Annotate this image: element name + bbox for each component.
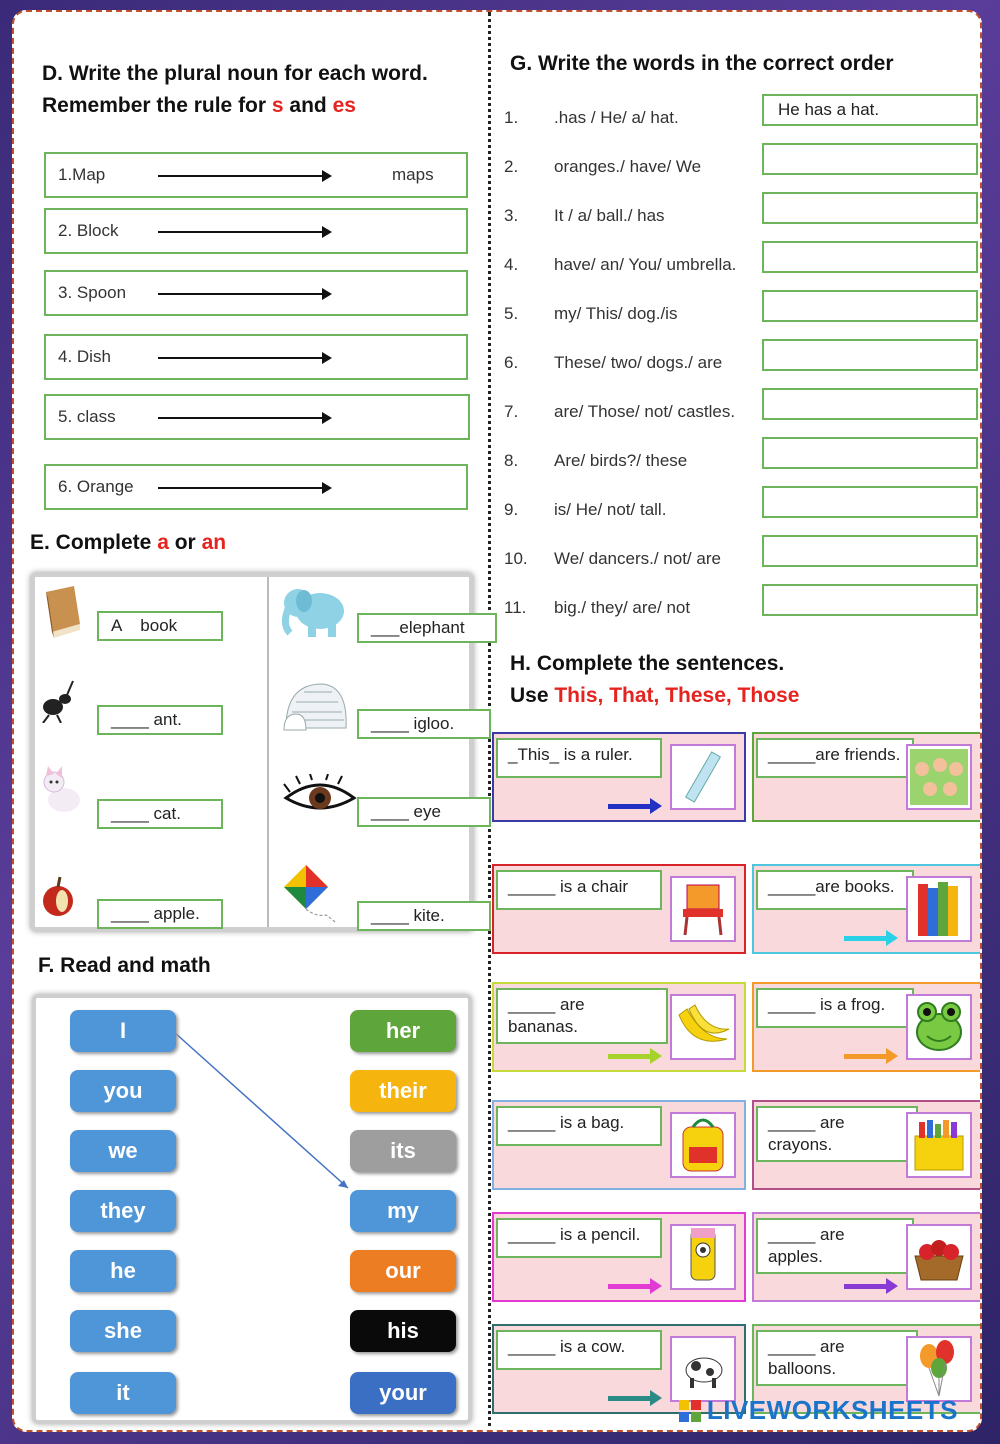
sentence-card [492,982,746,1072]
plural-row [44,464,468,510]
pronoun-pill[interactable]: he [70,1250,176,1292]
sentence-card [752,732,982,822]
item-number: 11. [504,598,527,617]
arrow-icon [158,487,330,489]
article-answer-input[interactable]: ____ kite. [357,901,491,931]
plural-word: 2. Block [58,221,119,240]
scrambled-words: These/ two/ dogs./ are [554,353,723,372]
sentence-answer-input[interactable] [762,339,978,371]
pencil-icon [670,1224,736,1290]
sentence-answer-input[interactable] [762,241,978,273]
sentence-blank-input[interactable]: _____ are apples. [756,1218,914,1274]
ant-icon [39,675,79,725]
sentence-answer-input[interactable] [762,437,978,469]
banana-icon [670,994,736,1060]
scrambled-words: oranges./ have/ We [554,157,702,176]
article-answer-input[interactable]: ____ eye [357,797,491,827]
pronoun-pill[interactable]: it [70,1372,176,1414]
pointer-arrow-icon [608,1054,652,1059]
worksheet-page [12,10,982,1432]
scrambled-words: are/ Those/ not/ castles. [554,402,736,421]
pronoun-pill[interactable]: you [70,1070,176,1112]
book-icon [39,583,85,641]
plural-row [44,208,468,254]
arrow-icon [158,293,330,295]
apple-icon [39,867,79,923]
plural-row [44,334,468,380]
plural-row [44,394,470,440]
section-d-title-line2: Remember the rule for s and es [42,94,356,117]
crayons-icon [906,1112,972,1178]
section-f-title: F. Read and math [38,954,211,977]
sentence-card [492,1100,746,1190]
sentence-answer-input[interactable] [762,192,978,224]
plural-word: 4. Dish [58,347,111,366]
scrambled-words: .has / He/ a/ hat. [554,108,679,127]
possessive-pill[interactable]: his [350,1310,456,1352]
igloo-icon [281,677,351,735]
item-number: 2. [504,157,519,176]
article-answer-input[interactable]: A book [97,611,223,641]
apples-icon [906,1224,972,1290]
scrambled-words: my/ This/ dog./is [554,304,678,323]
sentence-card [752,982,982,1072]
item-number: 10. [504,549,528,568]
scrambled-words: have/ an/ You/ umbrella. [554,255,737,274]
scrambled-words: big./ they/ are/ not [554,598,691,617]
plural-row [44,270,468,316]
scrambled-words: Are/ birds?/ these [554,451,688,470]
arrow-icon [158,175,330,177]
sentence-blank-input[interactable]: _____ is a cow. [496,1330,662,1370]
sentence-blank-input[interactable]: _____ is a bag. [496,1106,662,1146]
cat-icon [39,763,85,819]
item-number: 1. [504,108,519,127]
sentence-answer-input[interactable] [762,388,978,420]
section-e-title: E. Complete a or an [30,531,227,554]
liveworksheets-logo [677,1395,958,1426]
sentence-card [492,864,746,954]
frame-divider [267,577,269,927]
article-exercise-frame [30,572,474,932]
sentence-blank-input[interactable]: _____ is a chair [496,870,662,910]
article-answer-input[interactable]: ____ cat. [97,799,223,829]
sentence-answer-input[interactable] [762,143,978,175]
books-icon [906,876,972,942]
sentence-blank-input[interactable]: _____ are crayons. [756,1106,918,1162]
kite-icon [281,863,339,927]
bag-icon [670,1112,736,1178]
pointer-arrow-icon [608,804,652,809]
item-number: 7. [504,402,519,421]
logo-text: LIVEWORKSHEETS [706,1395,958,1425]
pronoun-pill[interactable]: we [70,1130,176,1172]
possessive-pill[interactable]: our [350,1250,456,1292]
pronoun-pill[interactable]: they [70,1190,176,1232]
balloons-icon [906,1336,972,1402]
plural-word: 3. Spoon [58,283,127,302]
logo-icon [677,1398,703,1424]
sentence-card [492,1212,746,1302]
plural-answer-input[interactable]: maps [392,165,434,184]
possessive-pill[interactable]: her [350,1010,456,1052]
frog-icon [906,994,972,1060]
pronoun-pill[interactable]: I [70,1010,176,1052]
plural-word: 1.Map [58,165,106,184]
pointer-arrow-icon [608,1284,652,1289]
plural-word: 5. class [58,407,116,426]
arrow-icon [158,357,330,359]
plural-word: 6. Orange [58,477,134,496]
sentence-card [752,864,982,954]
sentence-blank-input[interactable]: _____ are bananas. [496,988,668,1044]
friends-icon [906,744,972,810]
pronoun-match-frame [32,994,472,1424]
scrambled-words: is/ He/ not/ tall. [554,500,667,519]
cow-icon [670,1336,736,1402]
sentence-answer-input[interactable] [762,535,978,567]
possessive-pill[interactable]: your [350,1372,456,1414]
sentence-card [752,1100,982,1190]
pointer-arrow-icon [844,1284,888,1289]
section-d-title-line1: D. Write the plural noun for each word. [42,62,428,85]
sentence-card [752,1212,982,1302]
sentence-blank-input[interactable]: _____ is a pencil. [496,1218,662,1258]
sentence-blank-input[interactable]: _____are books. [756,870,914,910]
sentence-blank-input[interactable]: _____are friends. [756,738,914,778]
sentence-card [492,732,746,822]
plural-row [44,152,468,198]
pronoun-pill[interactable]: she [70,1310,176,1352]
sentence-answer-input[interactable]: He has a hat. [762,94,978,126]
item-number: 8. [504,451,519,470]
elephant-icon [279,581,349,641]
sentence-answer-input[interactable] [762,290,978,322]
arrow-icon [158,417,330,419]
pointer-arrow-icon [844,1054,888,1059]
section-h-title-line2: Use This, That, These, Those [510,684,800,707]
scrambled-words: We/ dancers./ not/ are [554,549,721,568]
sentence-answer-input[interactable] [762,584,978,616]
sentence-answer-input[interactable] [762,486,978,518]
ruler-icon [670,744,736,810]
sentence-blank-input[interactable]: _____ is a frog. [756,988,914,1028]
possessive-pill[interactable]: its [350,1130,456,1172]
article-answer-input[interactable]: ____ ant. [97,705,223,735]
item-number: 5. [504,304,519,323]
sentence-blank-input[interactable]: _This_ is a ruler. [496,738,662,778]
article-answer-input[interactable]: ___elephant [357,613,497,643]
arrow-icon [158,231,330,233]
item-number: 4. [504,255,519,274]
section-g-title: G. Write the words in the correct order [510,52,894,75]
section-d-title [42,58,428,122]
item-number: 9. [504,500,519,519]
section-h-title-line1: H. Complete the sentences. [510,652,785,675]
pointer-arrow-icon [844,936,888,941]
pointer-arrow-icon [608,1396,652,1401]
article-answer-input[interactable]: ____ igloo. [357,709,491,739]
possessive-pill[interactable]: their [350,1070,456,1112]
possessive-pill[interactable]: my [350,1190,456,1232]
item-number: 6. [504,353,519,372]
article-answer-input[interactable]: ____ apple. [97,899,223,929]
item-number: 3. [504,206,519,225]
eye-icon [281,773,359,819]
sentence-blank-input[interactable]: _____ are balloons. [756,1330,918,1386]
section-h-title [510,648,799,712]
chair-icon [670,876,736,942]
scrambled-words: It / a/ ball./ has [554,206,665,225]
